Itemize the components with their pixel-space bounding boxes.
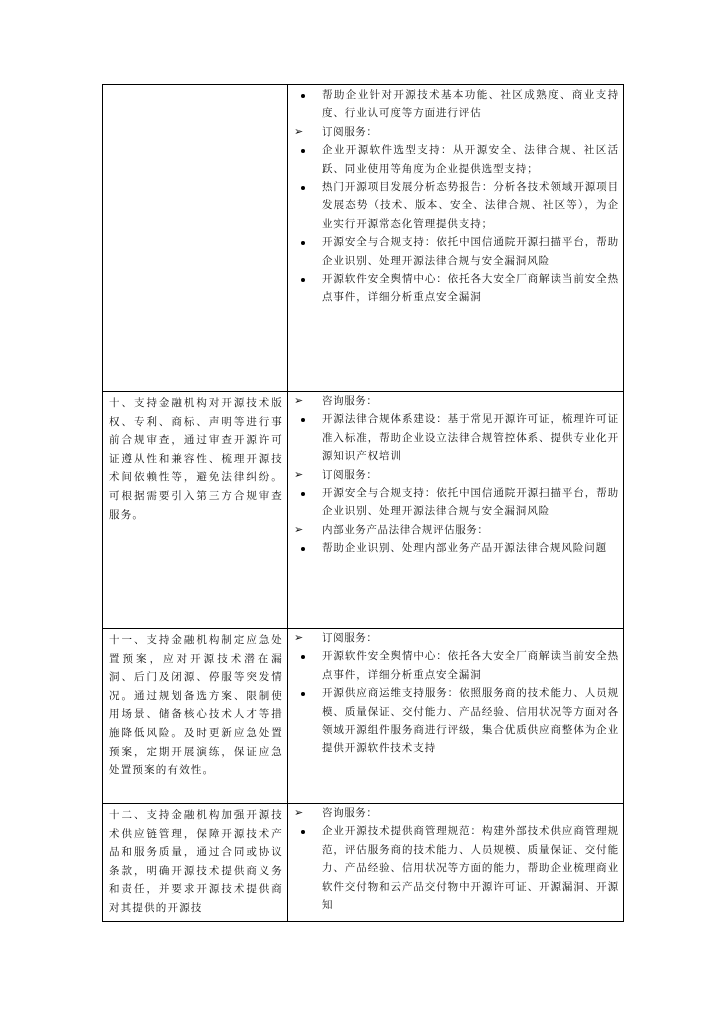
- bullet-icon: [301, 186, 305, 190]
- category-heading: ➢ 订阅服务：: [288, 629, 623, 647]
- category-heading: ➢ 咨询服务：: [288, 804, 623, 822]
- list-item: 开源法律合规体系建设：基于常见开源许可证，梳理许可证准入标准，帮助企业设立法律合规管控体系、提供专业化开源知识产权培训: [288, 410, 623, 465]
- right-cell: [288, 804, 624, 922]
- table-row: [103, 804, 624, 922]
- category-heading: ➢ 订阅服务：: [288, 123, 623, 141]
- bullet-icon: [301, 830, 305, 834]
- bullet-icon: [301, 94, 305, 98]
- list-item: 帮助企业识别、处理内部业务产品开源法律合规风险问题: [288, 539, 623, 557]
- right-cell: [288, 392, 624, 629]
- document-table: [102, 84, 624, 922]
- category-heading: ➢ 内部业务产品法律合规评估服务：: [288, 521, 623, 539]
- bullet-icon: [301, 149, 305, 153]
- bullet-icon: [301, 492, 305, 496]
- left-cell: 十、支持金融机构对开源技术版权、专利、商标、声明等进行事前合规审查，通过审查开源许可证遵从性和兼容性、梳理开源技术间依赖性等，避免法律纠纷。可根据需要引入第三方合规审查服务。: [103, 392, 288, 629]
- list-item: 开源软件安全舆情中心：依托各大安全厂商解读当前安全热点事件，详细分析重点安全漏洞: [288, 647, 623, 684]
- list-item: 企业开源软件选型支持：从开源安全、法律合规、社区活跃、同业使用等角度为企业提供选型支持；: [288, 141, 623, 178]
- bullet-list: [288, 647, 623, 757]
- list-item: 开源安全与合规支持：依托中国信通院开源扫描平台，帮助企业识别、处理开源法律合规与安全漏洞风险: [288, 233, 623, 270]
- list-item: 开源供应商运维支持服务：依照服务商的技术能力、人员规模、质量保证、交付能力、产品经验、信用状况等方面对各领域开源组件服务商进行评级，集合优质供应商整体为企业提供开源软件技术支持: [288, 684, 623, 758]
- bullet-icon: [301, 547, 305, 551]
- arrow-bullet-icon: ➢: [294, 467, 304, 481]
- bullet-icon: [301, 655, 305, 659]
- bullet-icon: [301, 278, 305, 282]
- left-cell: 十一、支持金融机构制定应急处置预案，应对开源技术潜在漏洞、后门及闭源、停服等突发情况。通过规划备选方案、限制使用场景、储备核心技术人才等措施降低风险。及时更新应急处置预案，定期开展演练，保证应急处置预案的有效性。: [103, 629, 288, 804]
- right-cell: [288, 629, 624, 804]
- list-item: 热门开源项目发展分析态势报告：分析各技术领域开源项目发展态势（技术、版本、安全、法律合规、社区等），为企业实行开源常态化管理提供支持；: [288, 178, 623, 233]
- arrow-bullet-icon: ➢: [294, 394, 304, 407]
- table-row: [103, 629, 624, 804]
- right-cell: [288, 85, 624, 392]
- category-heading: ➢ 订阅服务：: [288, 466, 623, 484]
- bullet-list: [288, 484, 623, 521]
- bullet-list: [288, 410, 623, 465]
- list-item: 开源软件安全舆情中心：依托各大安全厂商解读当前安全热点事件，详细分析重点安全漏洞: [288, 270, 623, 307]
- arrow-bullet-icon: ➢: [294, 806, 304, 819]
- bullet-list: [288, 822, 623, 914]
- arrow-bullet-icon: ➢: [294, 522, 304, 536]
- arrow-bullet-icon: ➢: [294, 631, 304, 644]
- bullet-list: [288, 85, 623, 123]
- bullet-icon: [301, 418, 305, 422]
- list-item: 企业开源技术提供商管理规范：构建外部技术供应商管理规范，评估服务商的技术能力、人员规模、质量保证、交付能力、产品经验、信用状况等方面的能力，帮助企业梳理商业软件交付物和云产品交付物中开源许可证、开源漏洞、开源知: [288, 822, 623, 914]
- list-item: 帮助企业针对开源技术基本功能、社区成熟度、商业支持度、行业认可度等方面进行评估: [288, 86, 623, 123]
- list-item: 开源安全与合规支持：依托中国信通院开源扫描平台，帮助企业识别、处理开源法律合规与安全漏洞风险: [288, 484, 623, 521]
- category-heading: ➢ 咨询服务：: [288, 392, 623, 410]
- arrow-bullet-icon: ➢: [294, 124, 304, 138]
- bullet-icon: [301, 241, 305, 245]
- bullet-list: [288, 539, 623, 557]
- table-row: [103, 392, 624, 629]
- table-row: [103, 85, 624, 392]
- left-cell: [103, 85, 288, 392]
- left-cell: 十二、支持金融机构加强开源技术供应链管理，保障开源技术产品和服务质量，通过合同或协议条款，明确开源技术提供商义务和责任，并要求开源技术提供商对其提供的开源技: [103, 804, 288, 922]
- bullet-icon: [301, 692, 305, 696]
- bullet-list: [288, 141, 623, 307]
